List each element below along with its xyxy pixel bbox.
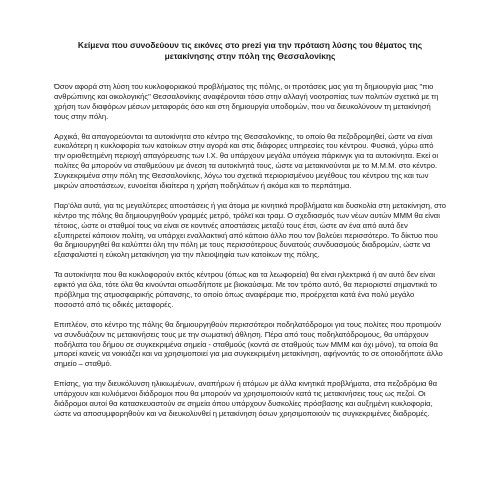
- document-page: [54, 40, 446, 429]
- paragraph-bike-lanes: Επιπλέον, στο κέντρο της πόλης θα δημιουργηθούν περισσότεροι ποδηλατόδρομοι για τους πολίτες που προτιμούν να συνδυάζουν τις μετακινήσεις τους με την σωματική άθληση. Πέρα από τους ποδηλατόδρομους, θα υπάρχουν ποδήλατα του δήμου σε συγκεκριμένα σημεία - σταθμούς (κοντά σε σταθμούς των ΜΜΜ και όχι μόνο), τα οποία θα μπορεί κανείς να νοικιάζει και να χρησιμοποιεί για μια συγκεκριμένη μετακίνηση, αφήνοντάς το σε οποιοδήποτε άλλο σημείο – σταθμό.: [54, 319, 443, 369]
- paragraph-electric-vehicles: Τα αυτοκίνητα που θα κυκλοφορούν εκτός κέντρου (όπως και τα λεωφορεία) θα είναι ηλεκτρικά ή αν αυτό δεν είναι εφικτό για όλα, τότε όλα θα κινούνται οπωσδήποτε με βιοκαύσιμα. Με τον τρόπο αυτό, θα περιοριστεί σημαντικά το πρόβλημα της ατμοσφαιρικής ρύπανσης, το οποίο όπως αναφέραμε πιο, προέρχεται κατά ένα πολύ μεγάλο ποσοστό από τις οδικές μεταφορές.: [54, 270, 438, 309]
- paragraph-car-ban: Αρχικά, θα απαγορεύονται τα αυτοκίνητα στο κέντρο της Θεσσαλονίκης, το οποίο θα πεζοδρομηθεί, ώστε να είναι ευκολότερη η κυκλοφορία των κατοίκων στην αγορά και στις διάφορες υπηρεσίες του κέντρου. Φυσικά, γύρω από την οριοθετημένη περιοχή απαγόρευσης των Ι.Χ. θα υπάρχουν μεγάλα υπόγεια πάρκινγκ για τα αυτοκίνητα. Εκεί οι πολίτες θα μπορούν να σταθμεύουν με άνεση τα αυτοκίνητά τους, ώστε να μετακινούνται με το Μ.Μ.Μ. στο κέντρο. Συγκεκριμένα στην πόλη της Θεσσαλονίκης, λόγω του σχετικά περιορισμένου μεγέθους του κέντρου της και των μικρών αποστάσεων, ευνοείται ιδιαίτερα η χρήση ποδηλάτων ή ακόμα και το περπάτημα.: [54, 131, 439, 191]
- paragraph-moving-walkways: Επίσης, για την διευκόλυνση ηλικιωμένων, αναπήρων ή ατόμων με άλλα κινητικά προβλήματα, στα πεζοδρόμια θα υπάρχουν και κυλιόμενοι διάδρομοι που θα μπορούν να χρησιμοποιούν κατά τις μετακινήσεις τους ως πεζοί. Οι διάδρομοι αυτοί θα κατασκευαστούν σε σημεία όπου υπάρχουν δυσκολίες πρόσβασης και αυξημένη κυκλοφορία, ώστε να αποσυμφορηθούν και να διευκολυνθεί η μετακίνηση όσων χρησιμοποιούν τις συγκεκριμένες διαδρομές.: [54, 379, 438, 418]
- paragraph-intro: Όσον αφορά στη λύση του κυκλοφοριακού προβλήματος της πόλης, οι προτάσεις μας για τη δημιουργία μιας "πιο ανθρώπινης και οικολογικής" Θεσσαλονίκης αναφέρονται τόσο στην αλλαγή νοοτροπίας των πολιτών σχετικά με τη χρήση των διαφόρων μέσων μεταφοράς όσο και στη δημιουργία υποδομών, που να διευκολύνουν τη μετακίνησή τους στην πόλη.: [54, 82, 439, 121]
- paragraph-public-transport: Παρ'όλα αυτά, για τις μεγαλύτερες αποστάσεις ή για άτομα με κινητικά προβλήματα και δυσκολία στη μετακίνηση, στο κέντρο της πόλης θα δημιουργηθούν γραμμές μετρό, τρόλεϊ και τραμ. Ο σχεδιασμός των νέων αυτών ΜΜΜ θα είναι τέτοιος, ώστε οι σταθμοί τους να είναι σε κοντινές αποστάσεις μεταξύ τους έτσι, ώστε αν ένα από αυτά δεν εξυπηρετεί κάποιον πολίτη, να υπάρχει εναλλακτική από κάποιο άλλο που τον βολεύει περισσότερο. Το δίκτυο που θα δημιουργηθεί θα καλύπτει όλη την πόλη με τους περισσότερους δυνατούς συνδυασμούς διαδρομών, ώστε να εξασφαλιστεί η εύκολη μετακίνηση για την πλειοψηφία των κατοίκων της πόλης.: [54, 200, 446, 260]
- document-title: Κείμενα που συνοδεύουν τις εικόνες στο prezi για την πρόταση λύσης του θέματος της μετακίνησης στην πόλη της Θεσσαλονίκης: [77, 40, 423, 61]
